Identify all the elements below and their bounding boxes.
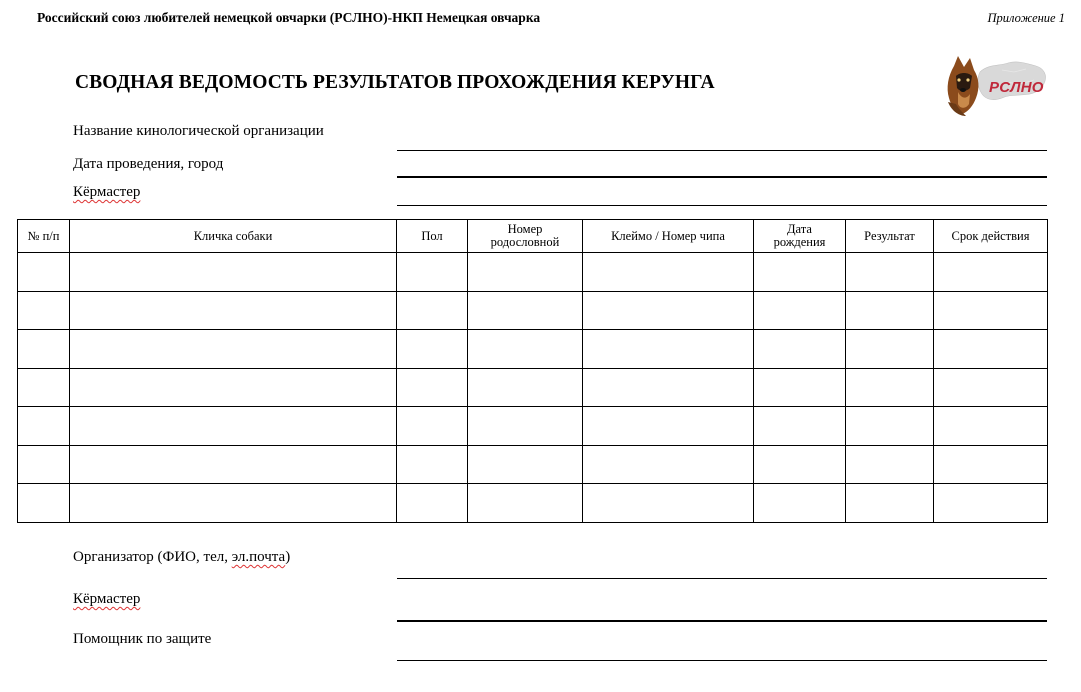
table-cell[interactable] [397, 291, 468, 330]
table-cell[interactable] [754, 407, 846, 446]
organizer-line[interactable] [397, 578, 1047, 579]
table-cell[interactable] [754, 253, 846, 292]
table-cell[interactable] [754, 291, 846, 330]
table-cell[interactable] [18, 445, 70, 484]
table-cell[interactable] [468, 253, 583, 292]
table-cell[interactable] [934, 330, 1048, 369]
table-cell[interactable] [583, 330, 754, 369]
document-title: СВОДНАЯ ВЕДОМОСТЬ РЕЗУЛЬТАТОВ ПРОХОЖДЕНИЯ КЕРУНГА [75, 72, 715, 93]
table-cell[interactable] [468, 368, 583, 407]
table-cell[interactable] [397, 407, 468, 446]
table-cell[interactable] [583, 407, 754, 446]
table-row [18, 330, 1048, 369]
table-cell[interactable] [934, 291, 1048, 330]
results-table [17, 219, 1048, 523]
table-cell[interactable] [397, 445, 468, 484]
table-cell[interactable] [468, 330, 583, 369]
logo-text: РСЛНО [989, 79, 1044, 96]
table-cell[interactable] [754, 330, 846, 369]
col-header-validity: Срок действия [934, 220, 1048, 253]
kermaster-bottom-label: Кёрмастер [73, 591, 141, 607]
table-cell[interactable] [846, 368, 934, 407]
table-cell[interactable] [70, 291, 397, 330]
table-cell[interactable] [846, 253, 934, 292]
table-cell[interactable] [70, 484, 397, 523]
table-cell[interactable] [397, 368, 468, 407]
table-cell[interactable] [397, 253, 468, 292]
table-cell[interactable] [934, 253, 1048, 292]
table-cell[interactable] [934, 407, 1048, 446]
table-cell[interactable] [18, 407, 70, 446]
table-cell[interactable] [70, 445, 397, 484]
organizer-label [73, 549, 290, 566]
org-name-label: Название кинологической организации [73, 123, 324, 139]
table-cell[interactable] [18, 253, 70, 292]
protection-helper-line[interactable] [397, 660, 1047, 661]
rslno-logo [944, 54, 1048, 118]
table-cell[interactable] [70, 330, 397, 369]
org-name-line[interactable] [397, 150, 1047, 151]
table-cell[interactable] [397, 330, 468, 369]
table-cell[interactable] [468, 407, 583, 446]
table-cell[interactable] [18, 484, 70, 523]
table-row [18, 253, 1048, 292]
table-cell[interactable] [754, 368, 846, 407]
table-cell[interactable] [70, 407, 397, 446]
table-cell[interactable] [70, 253, 397, 292]
table-row [18, 368, 1048, 407]
protection-helper-label: Помощник по защите [73, 631, 212, 647]
kermaster-line[interactable] [397, 205, 1047, 206]
col-header-birth-date: Дата рождения [754, 220, 846, 253]
col-header-chip: Клеймо / Номер чипа [583, 220, 754, 253]
col-header-sex: Пол [397, 220, 468, 253]
table-cell[interactable] [846, 330, 934, 369]
table-row [18, 291, 1048, 330]
table-cell[interactable] [70, 368, 397, 407]
date-city-line[interactable] [397, 176, 1047, 178]
table-row [18, 445, 1048, 484]
kermaster-label: Кёрмастер [73, 184, 141, 200]
organizer-label-suffix: ) [285, 549, 291, 565]
table-cell[interactable] [754, 484, 846, 523]
table-header-row [18, 220, 1048, 253]
table-cell[interactable] [583, 445, 754, 484]
table-cell[interactable] [583, 253, 754, 292]
table-cell[interactable] [846, 407, 934, 446]
col-header-result: Результат [846, 220, 934, 253]
table-cell[interactable] [934, 445, 1048, 484]
table-cell[interactable] [468, 484, 583, 523]
table-cell[interactable] [468, 445, 583, 484]
table-cell[interactable] [846, 484, 934, 523]
table-cell[interactable] [754, 445, 846, 484]
table-cell[interactable] [18, 368, 70, 407]
table-cell[interactable] [583, 291, 754, 330]
table-row [18, 484, 1048, 523]
organizer-label-email: эл.почта [231, 549, 286, 565]
table-cell[interactable] [583, 368, 754, 407]
organization-header: Российский союз любителей немецкой овчарки (РСЛНО)-НКП Немецкая овчарка [37, 10, 541, 25]
table-cell[interactable] [18, 330, 70, 369]
col-header-number: № п/п [18, 220, 70, 253]
organizer-label-prefix: Организатор (ФИО, тел, [73, 549, 232, 565]
table-cell[interactable] [934, 368, 1048, 407]
table-cell[interactable] [934, 484, 1048, 523]
kermaster-bottom-line[interactable] [397, 620, 1047, 622]
table-cell[interactable] [468, 291, 583, 330]
table-cell[interactable] [846, 445, 934, 484]
appendix-label: Приложение 1 [987, 11, 1065, 25]
col-header-pedigree: Номер родословной [468, 220, 583, 253]
table-cell[interactable] [18, 291, 70, 330]
table-cell[interactable] [846, 291, 934, 330]
col-header-dog-name: Кличка собаки [70, 220, 397, 253]
date-city-label: Дата проведения, город [73, 156, 224, 172]
table-cell[interactable] [583, 484, 754, 523]
table-row [18, 407, 1048, 446]
table-cell[interactable] [397, 484, 468, 523]
